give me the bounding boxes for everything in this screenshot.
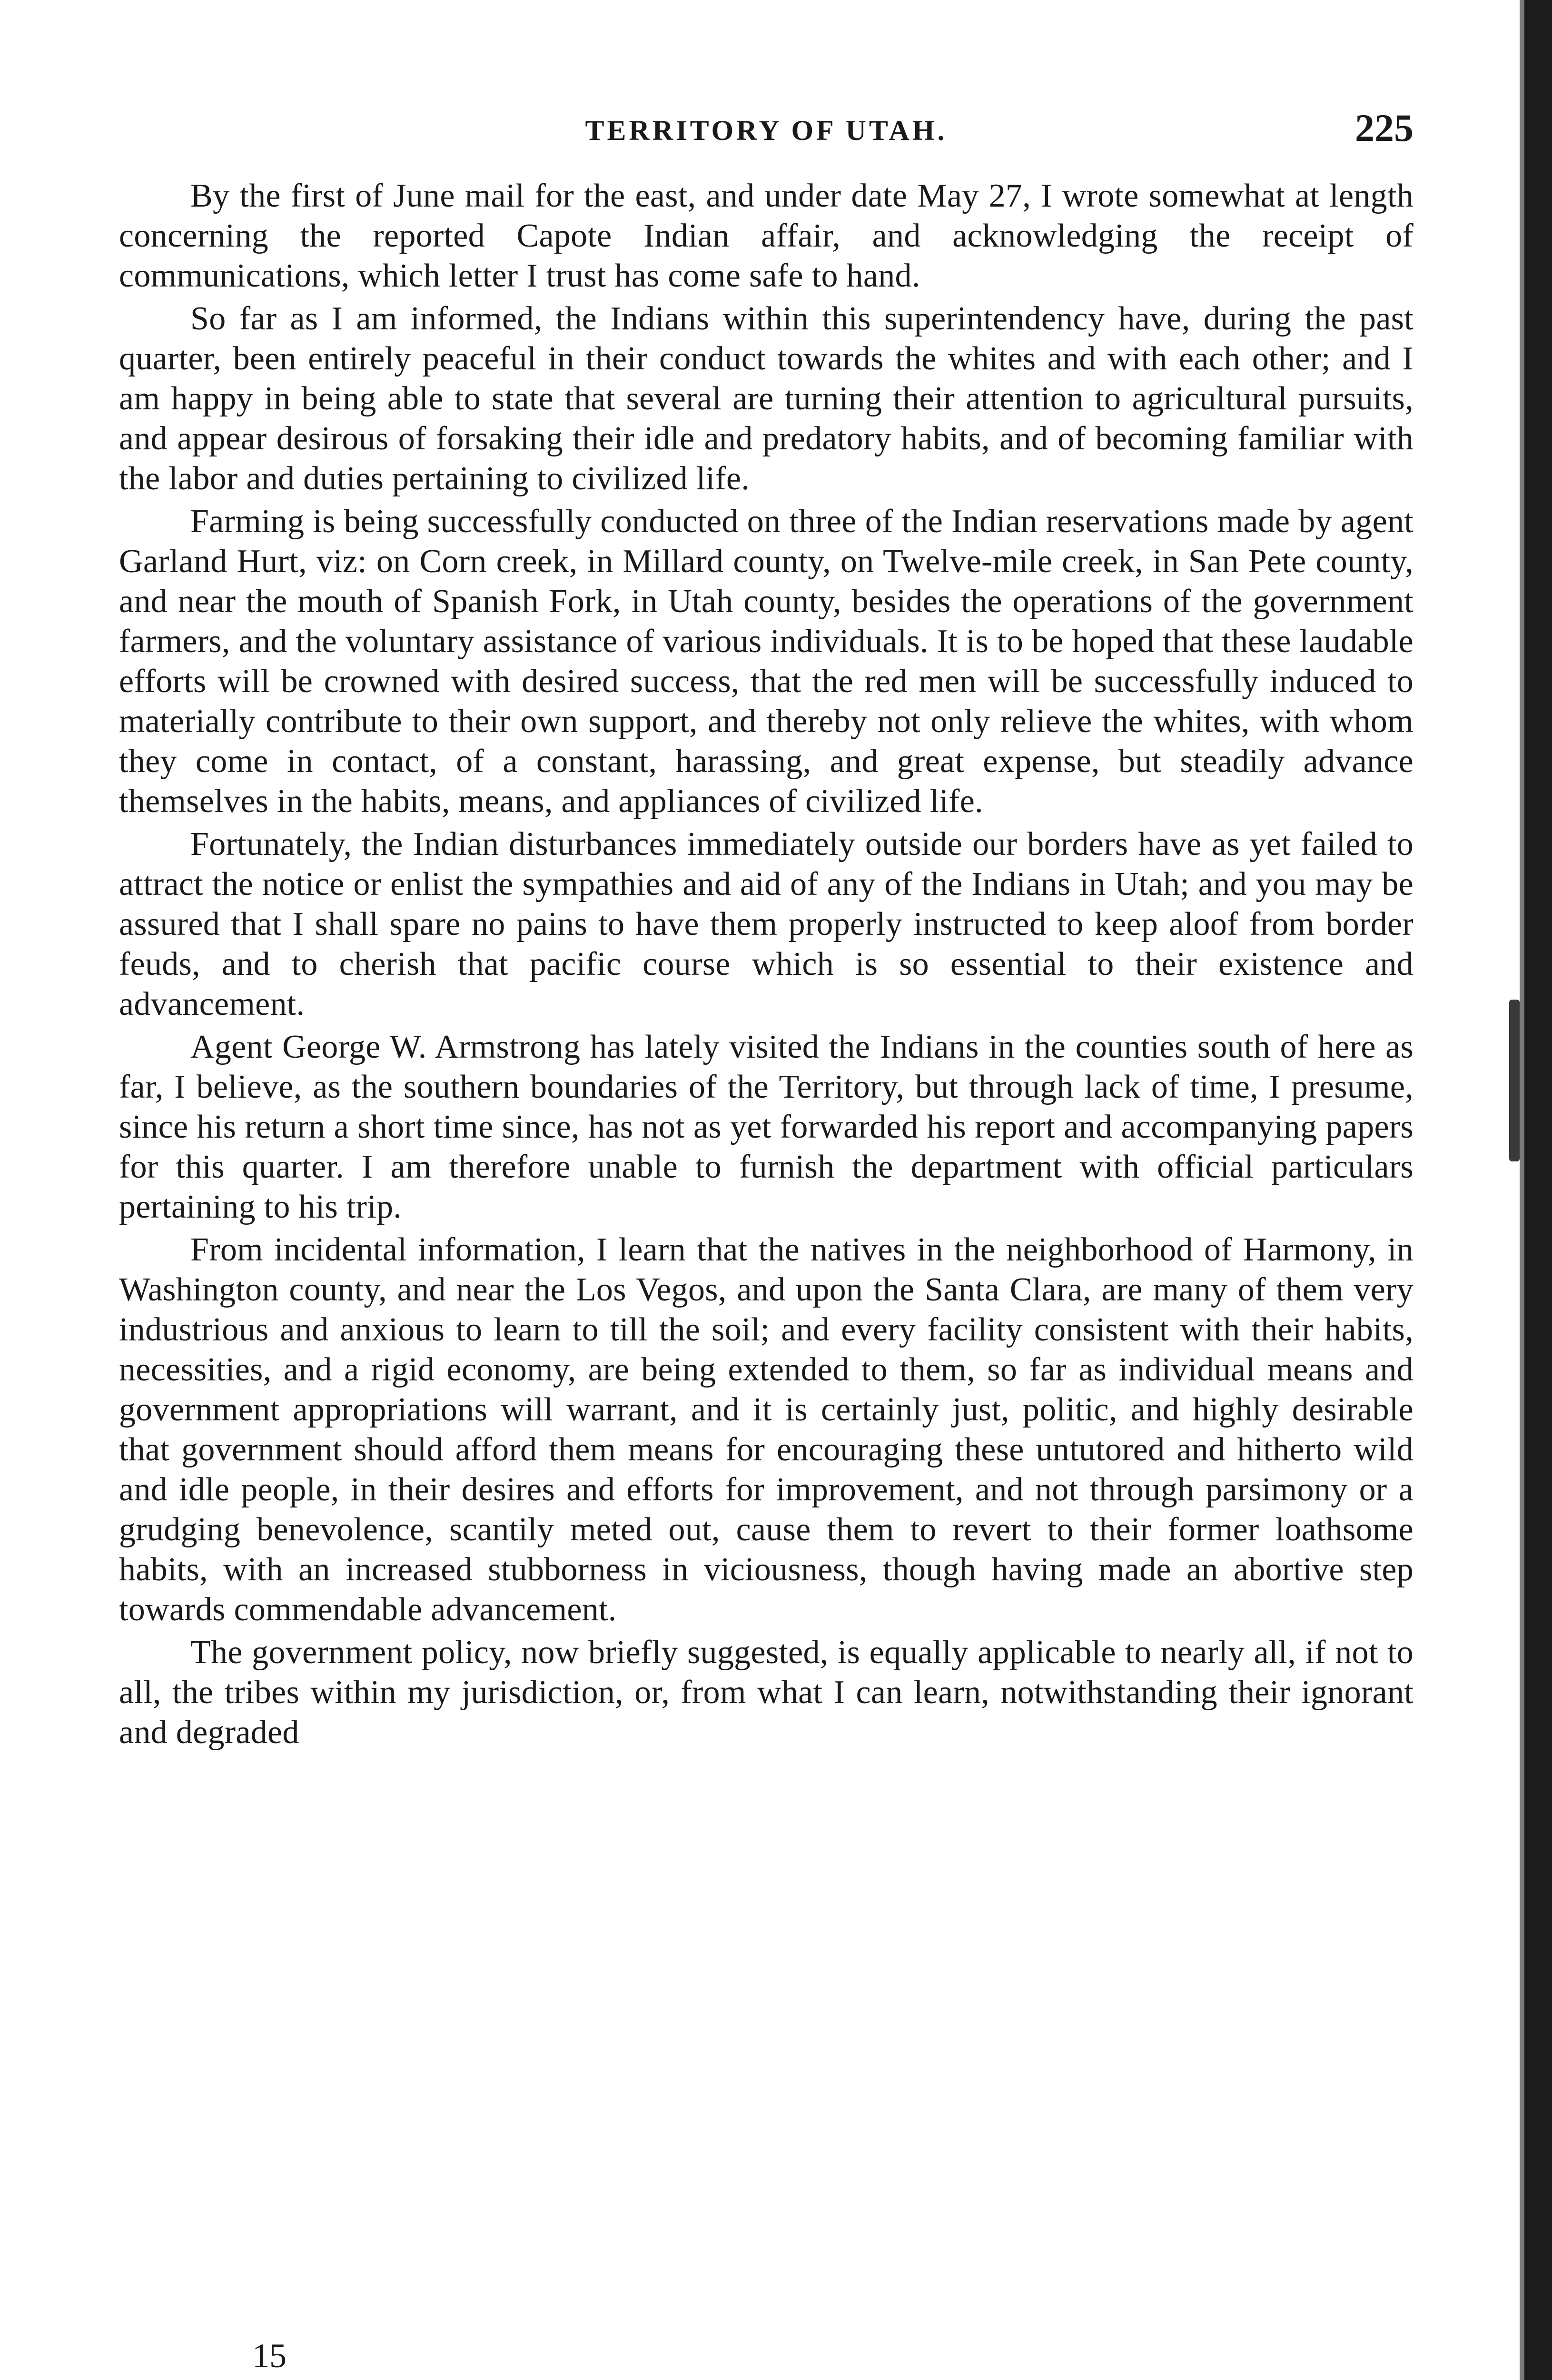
paragraph-agent-armstrong: Agent George W. Armstrong has lately visited the Indians in the counties south of here as far, I believe, as the southern boundaries of the Territory, but through lack of time, I presume, since his return a short time since, has not as yet forwarded his report and accompanying papers for this quarter. I am therefore unable to furnish the department with official particulars pertaining to his trip. bbox=[119, 1029, 1414, 1225]
scan-edge bbox=[1524, 0, 1552, 2380]
scan-shadow bbox=[1520, 0, 1524, 2380]
running-head bbox=[119, 95, 1414, 171]
paragraph-peaceful-conduct: So far as I am informed, the Indians within this superintendency have, during the past quarter, been entirely peaceful in their conduct towards the whites and with each other; and I am happy in being able to state that several are turning their attention to agricultural pursuits, and appear desirous of forsaking their idle and predatory habits, and of becoming familiar with the labor and duties pertaining to civilized life. bbox=[119, 300, 1414, 497]
paragraph-government-policy: The government policy, now briefly suggested, is equally applicable to nearly all, if not to all, the tribes within my jurisdiction, or, from what I can learn, notwithstanding their ignorant and degraded bbox=[119, 1634, 1414, 1751]
paragraph-harmony-natives: From incidental information, I learn that the natives in the neighborhood of Harmony, in Washington county, and near the Los Vegos, and upon the Santa Clara, are many of them very industrious and anxious to learn to till the soil; and every facility consistent with their habits, necessities, and a rigid economy, are being extended to them, so far as individual means and government appropriations will warrant, and it is certainly just, politic, and highly desirable that government should afford them means for encouraging these untutored and hitherto wild and idle people, in their desires and efforts for improvement, and not through parsimony or a grudging benevolence, scantily meted out, cause them to revert to their former loathsome habits, with an increased stubborness in viciousness, though having made an abortive step towards commendable advancement. bbox=[119, 1231, 1414, 1628]
running-title: TERRITORY OF UTAH. bbox=[585, 115, 948, 146]
body-text bbox=[119, 176, 1414, 1753]
page-number: 225 bbox=[1355, 106, 1414, 149]
document-page bbox=[119, 95, 1414, 1755]
signature-mark: 15 bbox=[252, 2337, 287, 2375]
paragraph-mail-report: By the first of June mail for the east, and under date May 27, I wrote somewhat at length concerning the reported Capote Indian affair, and acknowledging the receipt of communications, which letter I trust has come safe to hand. bbox=[119, 178, 1414, 294]
paragraph-farming: Farming is being successfully conducted on three of the Indian reservations made by agent Garland Hurt, viz: on Corn creek, in Millard county, on Twelve-mile creek, in San Pete county, and near the mouth of Spanish Fork, in Utah county, besides the operations of the government farmers, and the voluntary assistance of various individuals. It is to be hoped that these laudable efforts will be crowned with desired success, that the red men will be successfully induced to materially contribute to their own support, and thereby not only relieve the whites, with whom they come in contact, of a constant, harassing, and great expense, but steadily advance themselves in the habits, means, and appliances of civilized life. bbox=[119, 503, 1414, 820]
paragraph-border-disturbances: Fortunately, the Indian disturbances immediately outside our borders have as yet failed to attract the notice or enlist the sympathies and aid of any of the Indians in Utah; and you may be assured that I shall spare no pains to have them properly instructed to keep aloof from border feuds, and to cherish that pacific course which is so essential to their existence and advancement. bbox=[119, 826, 1414, 1022]
binding-mark bbox=[1509, 1000, 1520, 1161]
